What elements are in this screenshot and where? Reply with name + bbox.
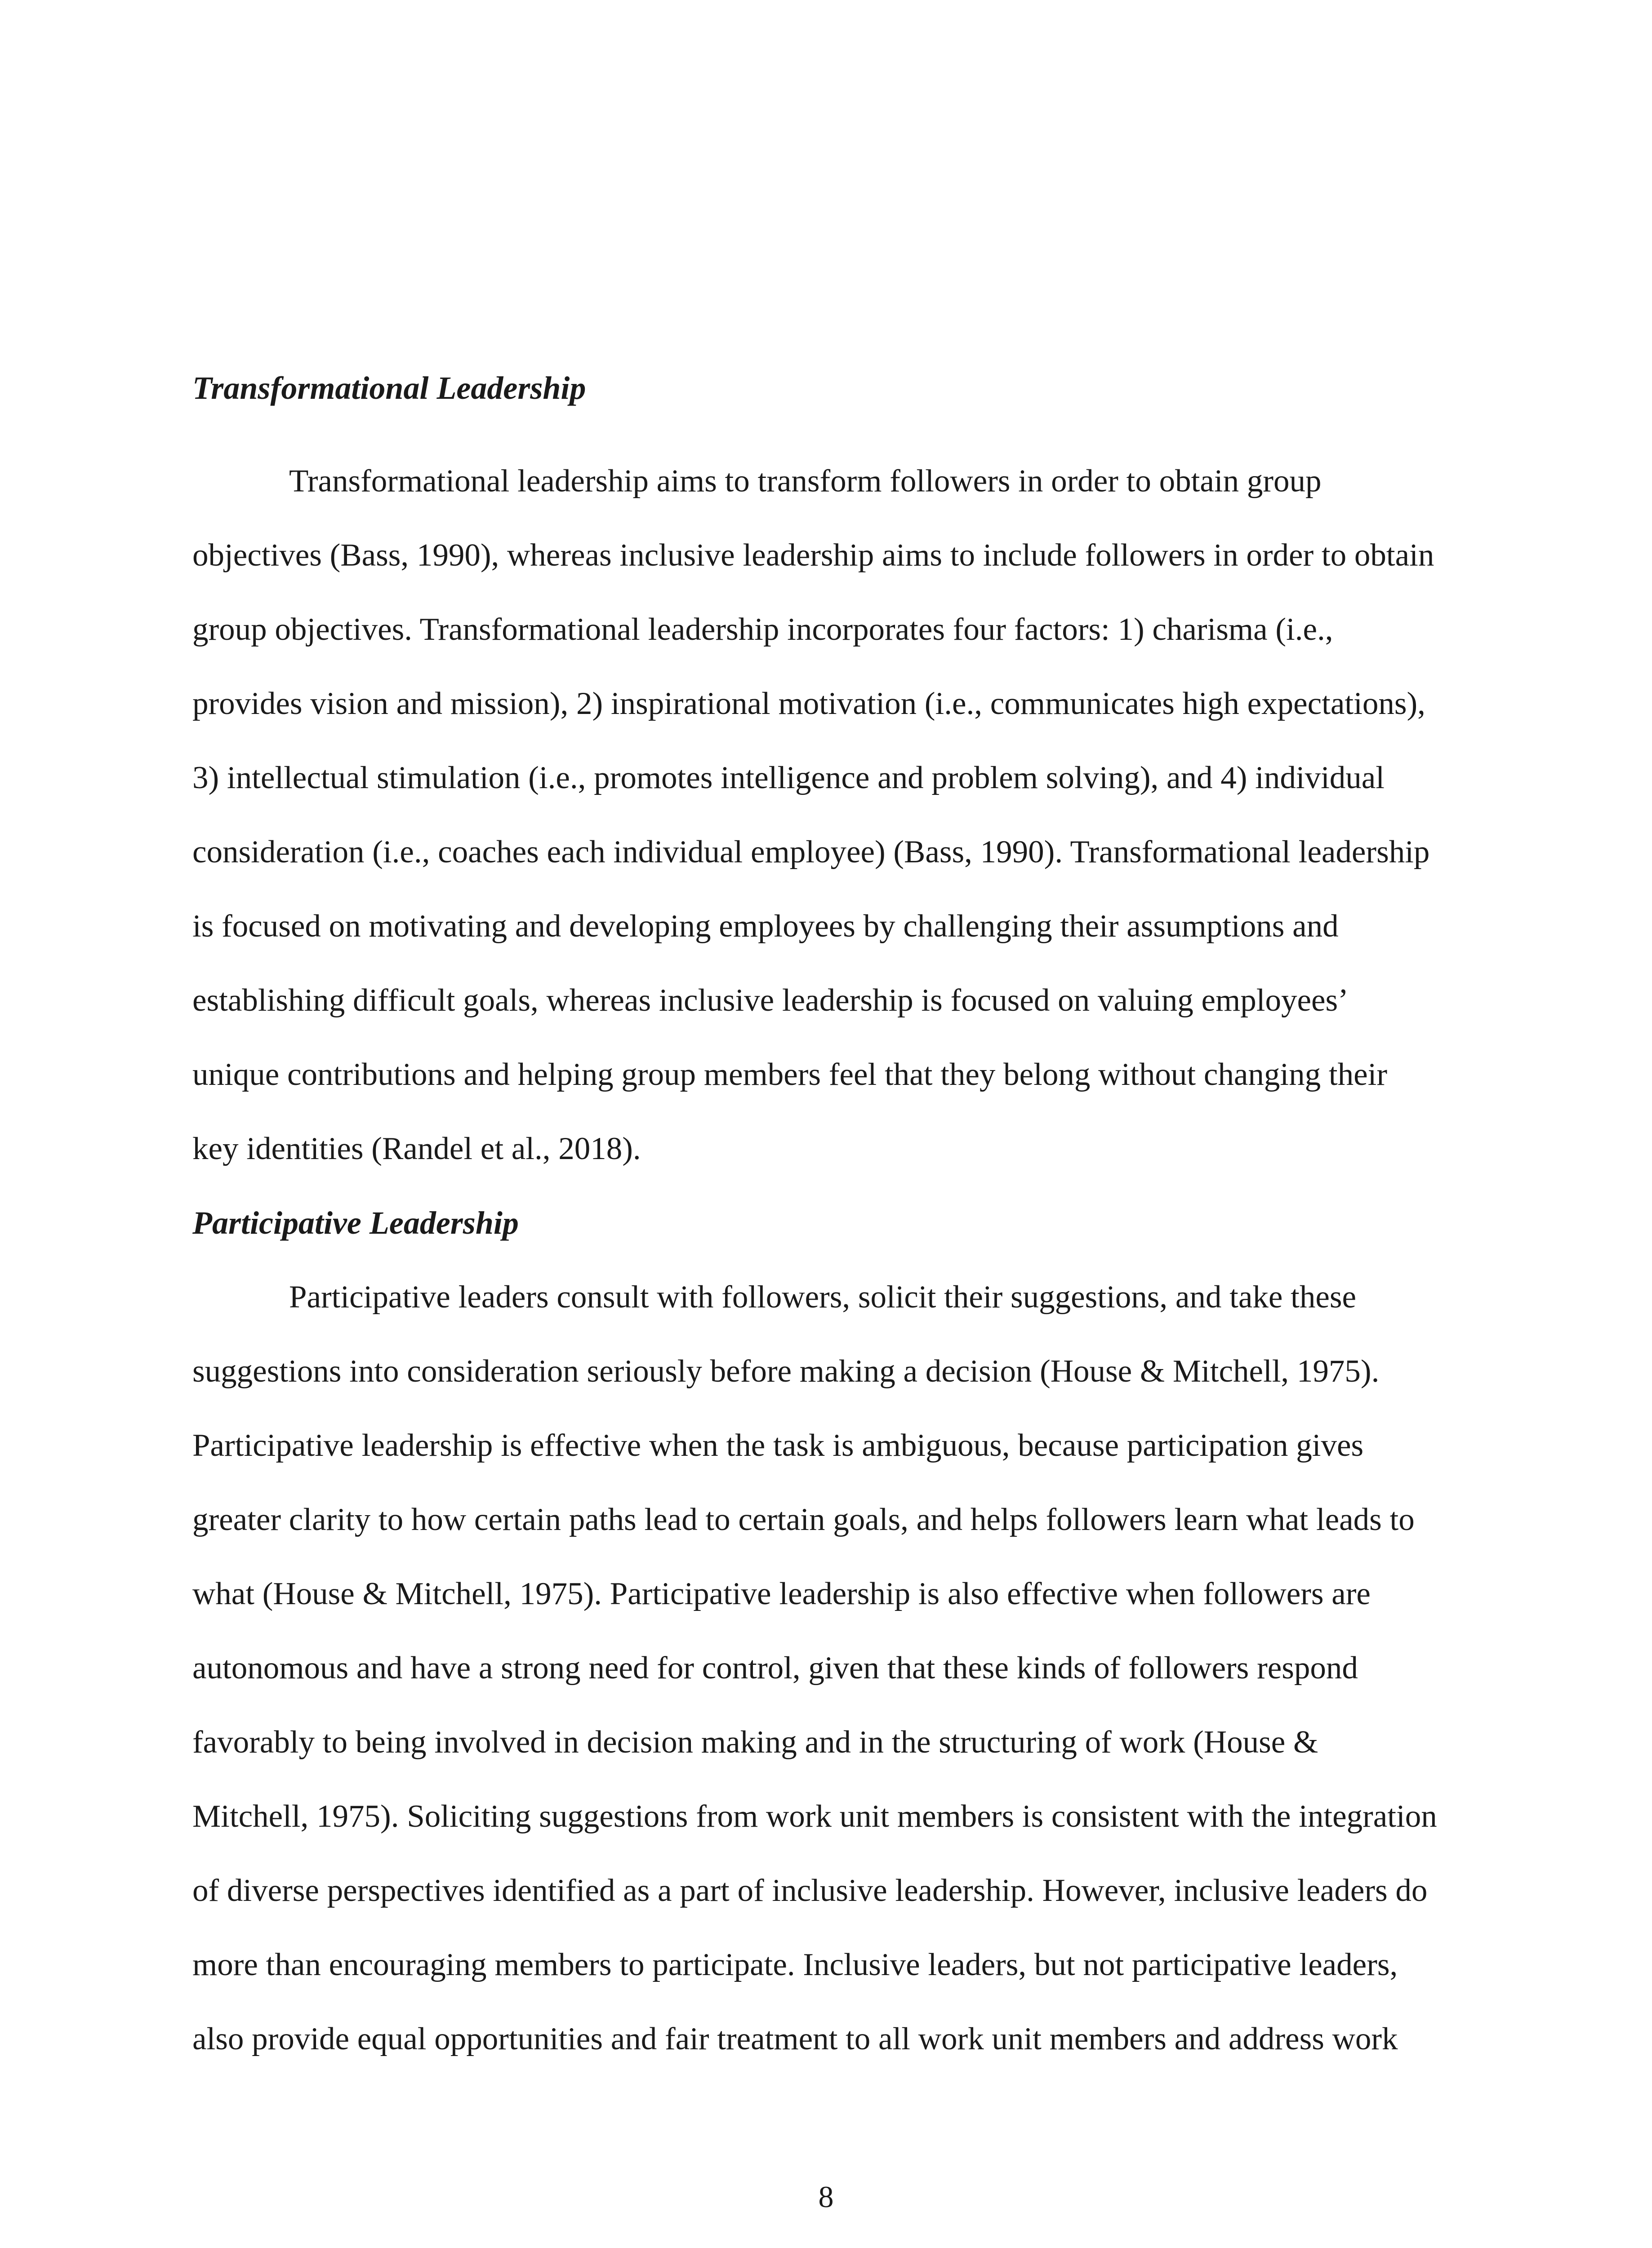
paragraph-line: favorably to being involved in decision making and in the structuring of work (House & bbox=[192, 1725, 1318, 1760]
paragraph-line: is focused on motivating and developing employees by challenging their assumptions and bbox=[192, 909, 1339, 944]
paragraph-line: of diverse perspectives identified as a part of inclusive leadership. However, inclusive leaders do bbox=[192, 1873, 1428, 1908]
paragraph-line: also provide equal opportunities and fair treatment to all work unit members and address work bbox=[192, 2021, 1398, 2056]
paragraph-line: Participative leadership is effective when the task is ambiguous, because participation gives bbox=[192, 1428, 1364, 1463]
paragraph-line: establishing difficult goals, whereas inclusive leadership is focused on valuing employees’ bbox=[192, 983, 1349, 1018]
paragraph-line: provides vision and mission), 2) inspirational motivation (i.e., communicates high expectations), bbox=[192, 686, 1425, 721]
paragraph-line: Mitchell, 1975). Soliciting suggestions from work unit members is consistent with the integration bbox=[192, 1799, 1437, 1834]
paragraph-line: greater clarity to how certain paths lead to certain goals, and helps followers learn what leads to bbox=[192, 1502, 1415, 1537]
paragraph-line: Participative leaders consult with followers, solicit their suggestions, and take these bbox=[289, 1280, 1356, 1315]
document-body bbox=[192, 370, 1442, 2076]
paragraph-line: autonomous and have a strong need for control, given that these kinds of followers respond bbox=[192, 1650, 1358, 1686]
paragraph-line: unique contributions and helping group members feel that they belong without changing their bbox=[192, 1057, 1387, 1092]
paragraph-line: objectives (Bass, 1990), whereas inclusive leadership aims to include followers in order to obtain bbox=[192, 538, 1434, 573]
paragraph-line: Transformational leadership aims to transform followers in order to obtain group bbox=[289, 464, 1322, 499]
paragraph-line: what (House & Mitchell, 1975). Participative leadership is also effective when followers are bbox=[192, 1576, 1371, 1611]
section-heading-transformational: Transformational Leadership bbox=[192, 370, 586, 406]
paragraph-line: suggestions into consideration seriously before making a decision (House & Mitchell, 1975). bbox=[192, 1354, 1380, 1389]
page-number: 8 bbox=[818, 2180, 834, 2214]
paragraph-line: more than encouraging members to participate. Inclusive leaders, but not participative leaders, bbox=[192, 1947, 1398, 1982]
section-heading-participative: Participative Leadership bbox=[192, 1205, 519, 1241]
paragraph-line: key identities (Randel et al., 2018). bbox=[192, 1131, 641, 1166]
paragraph-line: 3) intellectual stimulation (i.e., promotes intelligence and problem solving), and 4) individual bbox=[192, 760, 1385, 795]
paragraph-line: group objectives. Transformational leadership incorporates four factors: 1) charisma (i.e., bbox=[192, 612, 1333, 647]
paragraph-line: consideration (i.e., coaches each individual employee) (Bass, 1990). Transformational leadership bbox=[192, 834, 1430, 870]
